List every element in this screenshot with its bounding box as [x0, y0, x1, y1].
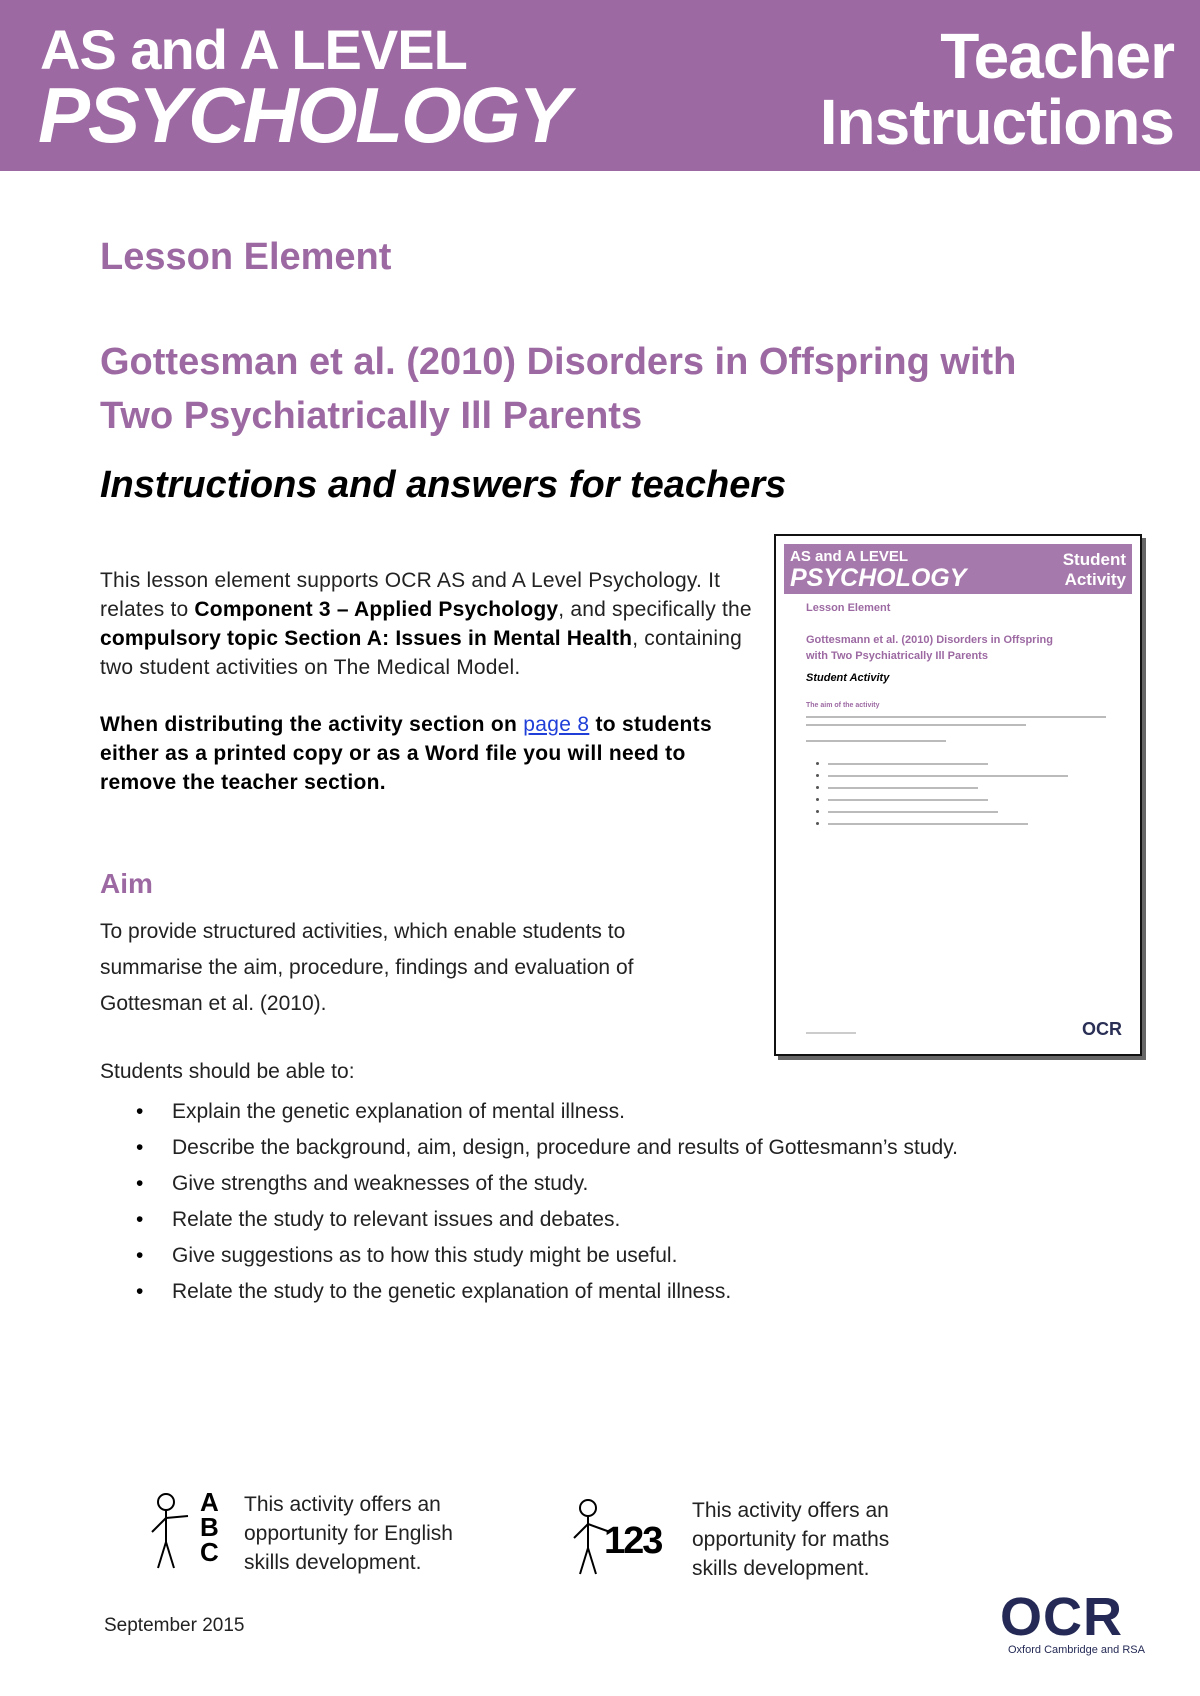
aim-heading: Aim [100, 868, 153, 899]
maths-skills-note [570, 1496, 930, 1586]
thumbnail-text-line [828, 811, 998, 813]
intro-component: Component 3 – Applied Psychology [194, 598, 559, 621]
thumbnail-aim-heading: The aim of the activity [806, 702, 880, 709]
lesson-element-label: Lesson Element [100, 236, 392, 278]
thumbnail-banner [784, 544, 1132, 594]
numbers-123-icon: 123 [604, 1520, 662, 1562]
banner-doc-type-line2: Instructions [819, 86, 1174, 158]
english-skills-note [148, 1487, 488, 1580]
thumbnail-lesson-label: Lesson Element [806, 602, 891, 614]
thumbnail-date-line [806, 1032, 856, 1034]
page-title [100, 335, 1100, 443]
abc-letters-icon [200, 1487, 219, 1567]
thumbnail-subject: PSYCHOLOGY [790, 564, 967, 592]
page-title-line2: Two Psychiatrically Ill Parents [100, 395, 643, 437]
ocr-logo-word: OCR [1000, 1587, 1123, 1647]
list-item: • Describe the background, aim, design, procedure and results of Gottesmann’s study. [100, 1130, 1100, 1166]
thumbnail-bullet [816, 774, 819, 777]
student-activity-thumbnail [774, 534, 1142, 1056]
page-8-link[interactable]: page 8 [523, 713, 590, 736]
thumbnail-bullet [816, 810, 819, 813]
list-item: • Give suggestions as to how this study might be useful. [100, 1238, 1100, 1274]
thumbnail-text-line [828, 799, 988, 801]
aim-text: To provide structured activities, which enable students to summarise the aim, procedure, findings and evaluation of Gottesman et al. (2010). [100, 920, 634, 1015]
thumbnail-bullet [816, 762, 819, 765]
banner-qualification: AS and A LEVEL [40, 18, 467, 81]
stick-figure-icon [148, 1492, 198, 1572]
students-should-label: Students should be able to: [100, 1060, 355, 1083]
publication-date: September 2015 [104, 1615, 245, 1636]
english-skills-text: This activity offers an opportunity for English skills development. [244, 1493, 453, 1574]
thumbnail-text-line [806, 716, 1106, 718]
thumbnail-bullet [816, 786, 819, 789]
thumbnail-text-line [806, 740, 946, 742]
thumbnail-qualification: AS and A LEVEL [790, 548, 909, 565]
intro-text-2: , and specifically the [558, 598, 752, 621]
banner-subject: PSYCHOLOGY [38, 71, 569, 159]
note-text-2: to students either as a printed copy or as a Word file you will need to remove the teacher section. [100, 713, 712, 794]
thumbnail-doc-type-line1: Student [1062, 550, 1126, 569]
thumbnail-text-line [828, 775, 1068, 777]
thumbnail-title-line2: with Two Psychiatrically Ill Parents [806, 650, 988, 662]
ocr-logo-tagline: Oxford Cambridge and RSA [1008, 1644, 1145, 1656]
letter-a: A [200, 1487, 219, 1517]
objectives-list [100, 1094, 1100, 1310]
list-item: • Explain the genetic explanation of mental illness. [100, 1094, 1100, 1130]
intro-text-1: This lesson element supports OCR AS and A Level Psychology. It relates to [100, 569, 721, 621]
page-subtitle: Instructions and answers for teachers [100, 464, 787, 506]
letter-b: B [200, 1512, 219, 1542]
thumbnail-bullet [816, 822, 819, 825]
thumbnail-ocr-logo: OCR [1082, 1019, 1122, 1039]
ocr-logo [998, 1587, 1160, 1662]
intro-paragraph [100, 566, 760, 682]
thumbnail-text-line [828, 763, 988, 765]
thumbnail-subtitle: Student Activity [806, 672, 890, 684]
thumbnail-text-line [806, 724, 1026, 726]
thumbnail-bullet [816, 798, 819, 801]
list-item: • Give strengths and weaknesses of the study. [100, 1166, 1100, 1202]
thumbnail-title-line1: Gottesmann et al. (2010) Disorders in Offspring [806, 634, 1053, 646]
page-title-line1: Gottesman et al. (2010) Disorders in Offspring with [100, 341, 1017, 383]
letter-c: C [200, 1537, 219, 1567]
thumbnail-text-line [828, 787, 978, 789]
banner-doc-type-line1: Teacher [940, 20, 1174, 92]
list-item: • Relate the study to the genetic explanation of mental illness. [100, 1274, 1100, 1310]
intro-topic: compulsory topic Section A: Issues in Mental Health [100, 627, 633, 650]
intro-text-3: , containing two student activities on The Medical Model. [100, 627, 742, 679]
header-banner [0, 0, 1200, 171]
note-text-1: When distributing the activity section on [100, 713, 524, 736]
thumbnail-doc-type-line2: Activity [1064, 570, 1126, 589]
list-item: • Relate the study to relevant issues and debates. [100, 1202, 1100, 1238]
thumbnail-text-line [828, 823, 1028, 825]
distribution-note [100, 710, 760, 797]
thumbnail-title [806, 632, 1116, 664]
maths-skills-text: This activity offers an opportunity for maths skills development. [692, 1499, 890, 1580]
